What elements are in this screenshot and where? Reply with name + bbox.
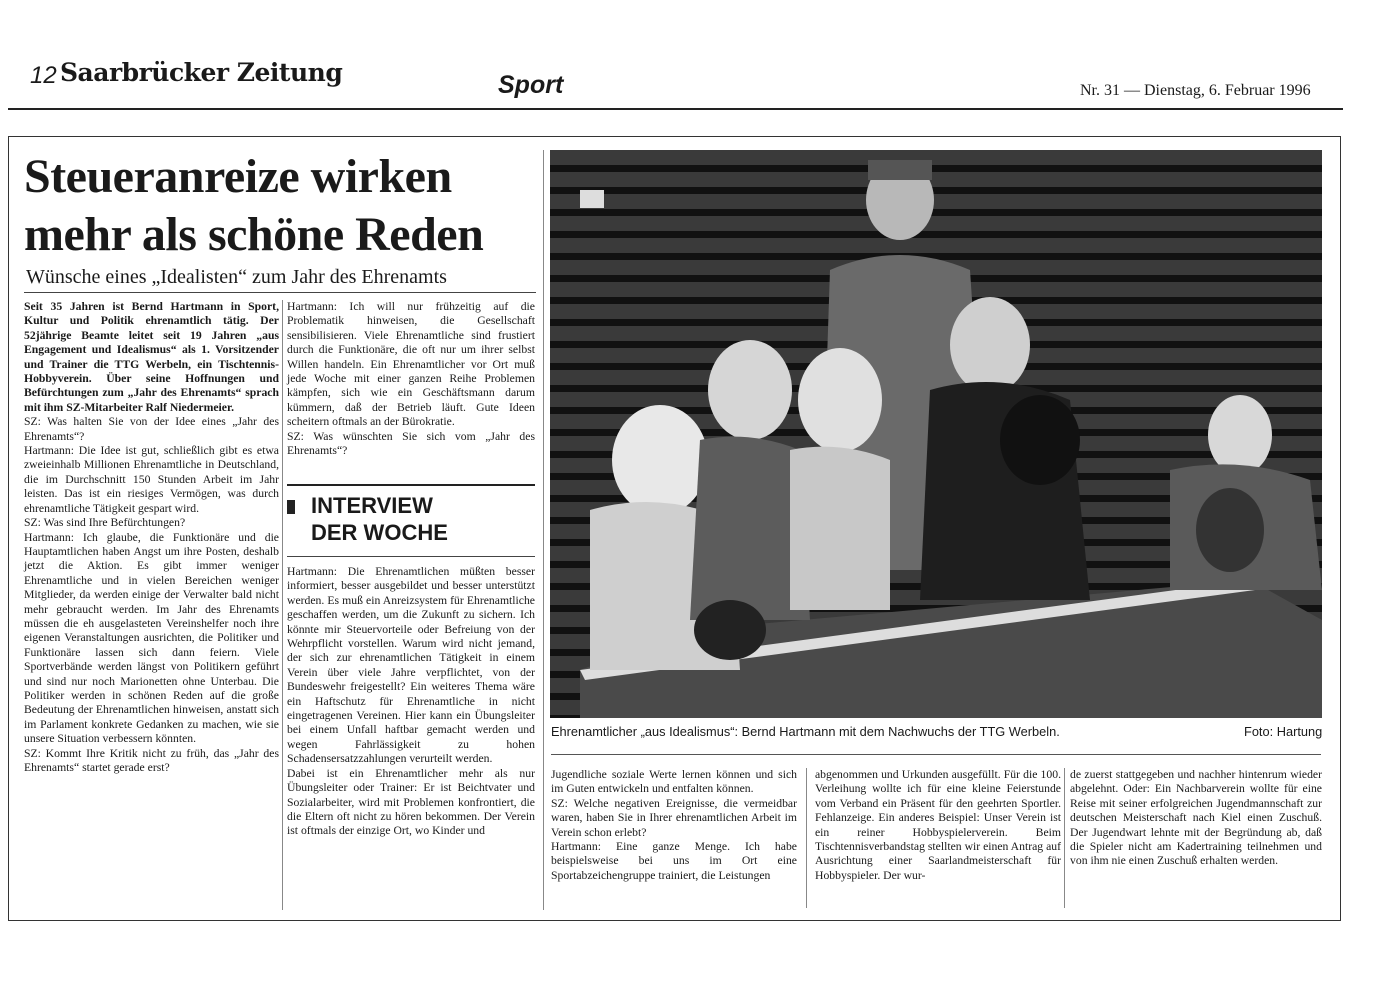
interview-label-box xyxy=(287,484,535,557)
section-title: Sport xyxy=(498,71,564,99)
column-divider xyxy=(543,150,544,910)
paragraph: SZ: Was sind Ihre Befürchtungen? xyxy=(24,516,186,530)
column-2-top xyxy=(287,300,535,458)
column-1 xyxy=(24,300,279,775)
column-4 xyxy=(815,768,1061,883)
paragraph: Hartmann: Ich glaube, die Funktionäre und die Hauptamtlichen haben Angst um ihre Posten, deshalb jetzt die Aktion. Es gibt immer weniger Ehrenamtliche und in vielen Bereichen weniger Mitglieder, da werden einige der Verwalter bald nicht mehr gebraucht werden. Im Jahr des Ehrenamts müssen die eh ausgelasteten Vereinshelfer noch ihre eigenen Veranstaltungen ausrichten, die Politiker und Funktionäre lassen sich dann feiern. Viele Sportverbände werden längst von Politikern geführt und sind nur noch Marionetten ohne Unterbau. Die Politiker werden in schönen Reden auf die große Bedeutung der Ehrenamtlichen hinweisen, anstatt sich im Parlament konkrete Gedanken zu machen, wie sie unsere Situation verbessern könnten. xyxy=(24,530,279,746)
issue-info: Nr. 31 — Dienstag, 6. Februar 1996 xyxy=(1080,82,1311,99)
paragraph: SZ: Was halten Sie von der Idee eines „Jahr des Ehrenamts“? xyxy=(24,415,279,443)
paragraph: abgenommen und Urkunden ausgefüllt. Für die 100. Verleihung wollte ich für eine kleine Feierstunde vom Verband ein Präsent für den geehrten Sportler. Fehlanzeige. Ein anderes Beispiel: Unser Verein ist ein reiner Hobbyspielerverein. Beim Tischtennisverbandstag stellten wir einen Antrag auf Ausrichtung einer Saarlandmeisterschaft für Hobbyspieler. Der wur- xyxy=(815,768,1061,882)
article-photo xyxy=(550,150,1322,718)
headline-line-1: Steueranreize wirken xyxy=(24,150,452,203)
header-rule xyxy=(8,108,1343,110)
caption-rule xyxy=(551,754,1321,755)
paragraph: SZ: Was wünschten Sie sich vom „Jahr des Ehrenamts“? xyxy=(287,429,535,458)
column-divider xyxy=(282,300,283,910)
paragraph: Hartmann: Ich will nur frühzeitig auf die Problematik hinweisen, die Gesellschaft sensibilisieren. Viele Ehrenamtliche sind frustiert durch die Funktionäre, die oft nur um ihrer selbst Willen handeln. Ein Ehrenamtlicher vor Ort muß jede Woche mit einer ganzen Reihe Problemen kämpfen, sich wie ein Geschäftsmann darum kümmern, daß der Betrieb läuft. Gute Ideen scheitern oftmals an der Bürokratie. xyxy=(287,300,535,429)
interview-marker xyxy=(287,500,295,514)
interview-label-line-1: INTERVIEW xyxy=(311,493,433,518)
paragraph: Hartmann: Eine ganze Menge. Ich habe beispielsweise bei uns im Ort eine Sportabzeichengruppe trainiert, die Leistungen xyxy=(551,840,797,882)
headline-line-2: mehr als schöne Reden xyxy=(24,208,484,261)
newspaper-masthead: Saarbrücker Zeitung xyxy=(60,58,343,87)
photo-illustration xyxy=(550,150,1322,718)
headline xyxy=(24,148,544,264)
column-2-bottom xyxy=(287,565,535,839)
paragraph: Jugendliche soziale Werte lernen können und sich im Guten entwickeln und entfalten können. xyxy=(551,768,797,796)
interview-label-line-2: DER WOCHE xyxy=(311,520,448,545)
subheadline: Wünsche eines „Idealisten“ zum Jahr des Ehrenamts xyxy=(26,266,447,288)
photo-credit: Foto: Hartung xyxy=(1244,724,1323,739)
column-divider xyxy=(1064,768,1065,908)
subheadline-rule xyxy=(24,292,536,293)
interview-label xyxy=(311,492,448,546)
column-divider xyxy=(806,768,807,908)
paragraph: SZ: Kommt Ihre Kritik nicht zu früh, das „Jahr des Ehrenamts“ startet gerade erst? xyxy=(24,746,279,774)
article-intro: Seit 35 Jahren ist Bernd Hartmann in Sport, Kultur und Politik ehrenamtlich tätig. Der 52jährige Beamte leitet seit 19 Jahren „aus Engagement und Idealismus“ als 1. Vorsitzender und Trainer die TTG Werbeln, ein Tischtennis-Hobbyverein. Über seine Hoffnungen und Befürchtungen zum „Jahr des Ehrenamts“ sprach mit ihm SZ-Mitarbeiter Ralf Niedermeier. xyxy=(24,300,279,414)
paragraph: Dabei ist ein Ehrenamtlicher mehr als nur Übungsleiter oder Trainer: Er ist Beichtvater und Sozialarbeiter, wird mit Problemen konfrontiert, die die Eltern oft nicht zu hören bekommen. Der Verein ist oftmals der einzige Ort, wo Kinder und xyxy=(287,766,535,838)
column-5 xyxy=(1070,768,1322,869)
column-3 xyxy=(551,768,797,883)
photo-caption: Ehrenamtlicher „aus Idealismus“: Bernd Hartmann mit dem Nachwuchs der TTG Werbeln. xyxy=(551,724,1060,739)
paragraph: Hartmann: Die Idee ist gut, schließlich gibt es etwa zweieinhalb Millionen Ehrenamtliche in Deutschland, die im Durchschnitt 150 Stunden Arbeit im Jahr leisten. Das ist ein riesiges Vermögen, was durch ehrenamtliche Tätigkeit gespart wird. xyxy=(24,444,279,515)
paragraph: SZ: Welche negativen Ereignisse, die vermeidbar waren, haben Sie in Ihrer ehrenamtlichen Arbeit im Verein schon erlebt? xyxy=(551,796,797,839)
paragraph: de zuerst stattgegeben und nachher hintenrum wieder abgelehnt. Oder: Ein Nachbarverein wollte für eine Reise mit seiner erfolgreichen Jugendmannschaft zur deutschen Meisterschaft nach Kiel einen Zuschuß. Der Jugendwart lehnte mit der Begründung ab, daß die Spieler nicht am Kadertraining teilnehmen und von ihm nie einen Zuschuß erhalten werden. xyxy=(1070,768,1322,868)
page-number: 12 xyxy=(30,62,57,89)
paragraph: Hartmann: Die Ehrenamtlichen müßten besser informiert, besser ausgebildet und besser unterstützt werden. Es muß ein Anreizsystem für Ehrenamtliche geschaffen werden, um die Zukunft zu sichern. Ich könnte mir Steuervorteile oder Befreiung von der Wehrpflicht vorstellen. Warum wird nicht jemand, der sich zur ehrenamtlichen Tätigkeit in einem Verein über viele Jahre verpflichtet, von der Bundeswehr freigestellt? Ein weiteres Thema wäre ein Haftschutz für Ehrenamtliche in nicht eingetragenen Vereinen. Hier kann ein Übungsleiter bei einem Unfall haftbar gemacht werden und wegen Fahrlässigkeit zu hohen Schadensersatzzahlungen verurteilt werden. xyxy=(287,565,535,766)
